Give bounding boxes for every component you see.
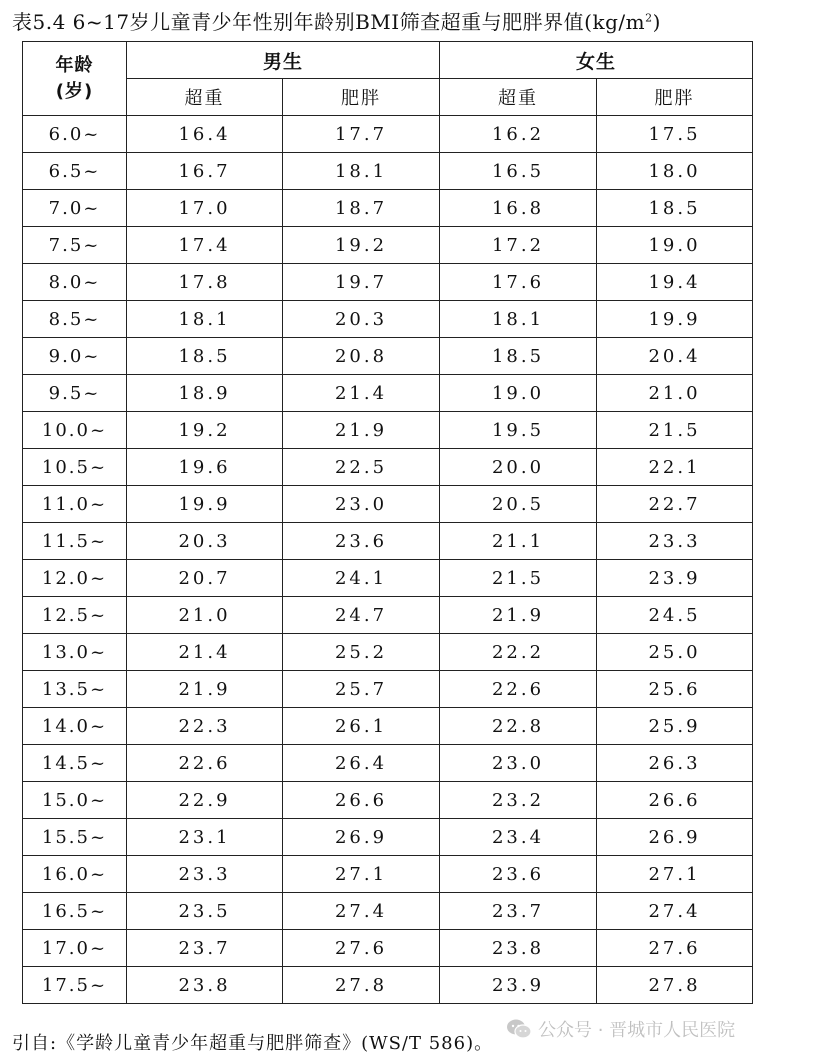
female-overweight-cell: 22.2 bbox=[440, 634, 597, 671]
male-obese-cell: 20.8 bbox=[283, 338, 440, 375]
table-row bbox=[23, 412, 753, 449]
male-overweight-cell: 19.6 bbox=[127, 449, 283, 486]
age-cell: 15.5~ bbox=[23, 819, 127, 856]
female-overweight-cell: 23.8 bbox=[440, 930, 597, 967]
age-cell: 8.5~ bbox=[23, 301, 127, 338]
age-cell: 9.0~ bbox=[23, 338, 127, 375]
female-overweight-cell: 23.2 bbox=[440, 782, 597, 819]
male-obese-cell: 27.4 bbox=[283, 893, 440, 930]
male-overweight-cell: 21.4 bbox=[127, 634, 283, 671]
male-obese-cell: 24.7 bbox=[283, 597, 440, 634]
age-cell: 13.5~ bbox=[23, 671, 127, 708]
age-cell: 6.5~ bbox=[23, 153, 127, 190]
age-header bbox=[23, 42, 127, 116]
male-obese-cell: 27.8 bbox=[283, 967, 440, 1004]
caption-text: 表5.4 6~17岁儿童青少年性别年龄别BMI筛查超重与肥胖界值(kg/m bbox=[12, 10, 646, 34]
female-obese-cell: 27.1 bbox=[597, 856, 753, 893]
table-row bbox=[23, 967, 753, 1004]
male-obese-cell: 27.6 bbox=[283, 930, 440, 967]
female-obese-cell: 27.4 bbox=[597, 893, 753, 930]
table-row bbox=[23, 708, 753, 745]
female-overweight-header: 超重 bbox=[440, 79, 597, 116]
female-overweight-cell: 21.5 bbox=[440, 560, 597, 597]
female-overweight-cell: 23.4 bbox=[440, 819, 597, 856]
age-cell: 12.0~ bbox=[23, 560, 127, 597]
female-obese-cell: 26.9 bbox=[597, 819, 753, 856]
age-cell: 13.0~ bbox=[23, 634, 127, 671]
female-group-header: 女生 bbox=[440, 42, 753, 79]
age-cell: 8.0~ bbox=[23, 264, 127, 301]
table-row bbox=[23, 597, 753, 634]
male-obese-cell: 26.4 bbox=[283, 745, 440, 782]
table-row bbox=[23, 782, 753, 819]
male-obese-cell: 24.1 bbox=[283, 560, 440, 597]
header-row-groups bbox=[23, 42, 753, 79]
age-cell: 11.5~ bbox=[23, 523, 127, 560]
table-row bbox=[23, 190, 753, 227]
female-overweight-cell: 23.9 bbox=[440, 967, 597, 1004]
age-cell: 10.0~ bbox=[23, 412, 127, 449]
table-caption bbox=[12, 6, 661, 35]
male-obese-cell: 18.7 bbox=[283, 190, 440, 227]
female-obese-cell: 27.6 bbox=[597, 930, 753, 967]
female-obese-cell: 26.3 bbox=[597, 745, 753, 782]
female-overweight-cell: 18.1 bbox=[440, 301, 597, 338]
male-overweight-cell: 21.9 bbox=[127, 671, 283, 708]
male-overweight-cell: 23.3 bbox=[127, 856, 283, 893]
female-obese-cell: 25.0 bbox=[597, 634, 753, 671]
male-obese-cell: 21.4 bbox=[283, 375, 440, 412]
female-overweight-cell: 23.7 bbox=[440, 893, 597, 930]
female-overweight-cell: 19.5 bbox=[440, 412, 597, 449]
table-row bbox=[23, 560, 753, 597]
age-cell: 16.5~ bbox=[23, 893, 127, 930]
female-overweight-cell: 18.5 bbox=[440, 338, 597, 375]
male-obese-header: 肥胖 bbox=[283, 79, 440, 116]
female-obese-header: 肥胖 bbox=[597, 79, 753, 116]
male-obese-cell: 21.9 bbox=[283, 412, 440, 449]
age-cell: 11.0~ bbox=[23, 486, 127, 523]
male-overweight-cell: 20.7 bbox=[127, 560, 283, 597]
male-overweight-cell: 20.3 bbox=[127, 523, 283, 560]
age-header-label: 年龄 bbox=[55, 54, 94, 76]
table-row bbox=[23, 375, 753, 412]
female-overweight-cell: 21.1 bbox=[440, 523, 597, 560]
male-obese-cell: 18.1 bbox=[283, 153, 440, 190]
male-overweight-cell: 16.4 bbox=[127, 116, 283, 153]
age-cell: 7.0~ bbox=[23, 190, 127, 227]
age-cell: 12.5~ bbox=[23, 597, 127, 634]
female-overweight-cell: 23.6 bbox=[440, 856, 597, 893]
female-overweight-cell: 16.5 bbox=[440, 153, 597, 190]
female-overweight-cell: 22.8 bbox=[440, 708, 597, 745]
watermark-text: 公众号 · 晋城市人民医院 bbox=[538, 1020, 736, 1041]
female-overweight-cell: 16.2 bbox=[440, 116, 597, 153]
age-cell: 10.5~ bbox=[23, 449, 127, 486]
female-obese-cell: 24.5 bbox=[597, 597, 753, 634]
female-overweight-cell: 23.0 bbox=[440, 745, 597, 782]
male-overweight-cell: 23.7 bbox=[127, 930, 283, 967]
female-overweight-cell: 16.8 bbox=[440, 190, 597, 227]
male-overweight-cell: 22.3 bbox=[127, 708, 283, 745]
male-obese-cell: 19.2 bbox=[283, 227, 440, 264]
table-row bbox=[23, 264, 753, 301]
age-cell: 6.0~ bbox=[23, 116, 127, 153]
table-row bbox=[23, 634, 753, 671]
male-obese-cell: 23.0 bbox=[283, 486, 440, 523]
male-overweight-cell: 19.2 bbox=[127, 412, 283, 449]
male-overweight-cell: 16.7 bbox=[127, 153, 283, 190]
female-obese-cell: 21.0 bbox=[597, 375, 753, 412]
female-obese-cell: 23.3 bbox=[597, 523, 753, 560]
male-overweight-cell: 17.4 bbox=[127, 227, 283, 264]
age-cell: 7.5~ bbox=[23, 227, 127, 264]
age-cell: 14.5~ bbox=[23, 745, 127, 782]
table-row bbox=[23, 449, 753, 486]
female-overweight-cell: 17.6 bbox=[440, 264, 597, 301]
male-overweight-cell: 21.0 bbox=[127, 597, 283, 634]
male-overweight-header: 超重 bbox=[127, 79, 283, 116]
male-overweight-cell: 22.9 bbox=[127, 782, 283, 819]
table-row bbox=[23, 745, 753, 782]
female-obese-cell: 20.4 bbox=[597, 338, 753, 375]
male-obese-cell: 27.1 bbox=[283, 856, 440, 893]
table-row bbox=[23, 893, 753, 930]
table-row bbox=[23, 227, 753, 264]
age-cell: 14.0~ bbox=[23, 708, 127, 745]
female-obese-cell: 18.5 bbox=[597, 190, 753, 227]
male-overweight-cell: 22.6 bbox=[127, 745, 283, 782]
age-cell: 17.5~ bbox=[23, 967, 127, 1004]
male-obese-cell: 25.7 bbox=[283, 671, 440, 708]
female-overweight-cell: 21.9 bbox=[440, 597, 597, 634]
male-overweight-cell: 18.5 bbox=[127, 338, 283, 375]
table-row bbox=[23, 671, 753, 708]
female-overweight-cell: 19.0 bbox=[440, 375, 597, 412]
male-overweight-cell: 18.9 bbox=[127, 375, 283, 412]
female-obese-cell: 23.9 bbox=[597, 560, 753, 597]
age-cell: 15.0~ bbox=[23, 782, 127, 819]
male-obese-cell: 26.1 bbox=[283, 708, 440, 745]
female-obese-cell: 26.6 bbox=[597, 782, 753, 819]
female-obese-cell: 22.1 bbox=[597, 449, 753, 486]
male-overweight-cell: 17.0 bbox=[127, 190, 283, 227]
caption-superscript: 2 bbox=[645, 11, 653, 25]
table-row bbox=[23, 930, 753, 967]
male-obese-cell: 20.3 bbox=[283, 301, 440, 338]
bmi-table bbox=[22, 41, 753, 1004]
male-overweight-cell: 17.8 bbox=[127, 264, 283, 301]
male-obese-cell: 26.9 bbox=[283, 819, 440, 856]
female-overweight-cell: 22.6 bbox=[440, 671, 597, 708]
female-obese-cell: 25.6 bbox=[597, 671, 753, 708]
male-obese-cell: 17.7 bbox=[283, 116, 440, 153]
male-obese-cell: 25.2 bbox=[283, 634, 440, 671]
female-obese-cell: 18.0 bbox=[597, 153, 753, 190]
male-obese-cell: 22.5 bbox=[283, 449, 440, 486]
male-obese-cell: 26.6 bbox=[283, 782, 440, 819]
female-overweight-cell: 17.2 bbox=[440, 227, 597, 264]
age-cell: 16.0~ bbox=[23, 856, 127, 893]
table-row bbox=[23, 116, 753, 153]
male-overweight-cell: 23.1 bbox=[127, 819, 283, 856]
age-cell: 9.5~ bbox=[23, 375, 127, 412]
female-obese-cell: 27.8 bbox=[597, 967, 753, 1004]
female-obese-cell: 22.7 bbox=[597, 486, 753, 523]
female-obese-cell: 21.5 bbox=[597, 412, 753, 449]
female-obese-cell: 19.4 bbox=[597, 264, 753, 301]
watermark bbox=[506, 1016, 735, 1042]
male-overweight-cell: 23.5 bbox=[127, 893, 283, 930]
wechat-icon bbox=[506, 1018, 532, 1040]
male-group-header: 男生 bbox=[127, 42, 440, 79]
male-overweight-cell: 23.8 bbox=[127, 967, 283, 1004]
table-row bbox=[23, 153, 753, 190]
female-overweight-cell: 20.0 bbox=[440, 449, 597, 486]
age-header-unit: (岁) bbox=[55, 80, 94, 102]
source-citation: 引自:《学龄儿童青少年超重与肥胖筛查》(WS/T 586)。 bbox=[12, 1033, 494, 1054]
table-row bbox=[23, 486, 753, 523]
female-obese-cell: 25.9 bbox=[597, 708, 753, 745]
table-body bbox=[23, 116, 753, 1004]
age-cell: 17.0~ bbox=[23, 930, 127, 967]
male-obese-cell: 23.6 bbox=[283, 523, 440, 560]
male-overweight-cell: 19.9 bbox=[127, 486, 283, 523]
table-row bbox=[23, 523, 753, 560]
male-obese-cell: 19.7 bbox=[283, 264, 440, 301]
table-row bbox=[23, 856, 753, 893]
female-obese-cell: 19.0 bbox=[597, 227, 753, 264]
male-overweight-cell: 18.1 bbox=[127, 301, 283, 338]
header-row-sub bbox=[23, 79, 753, 116]
table-row bbox=[23, 338, 753, 375]
female-obese-cell: 17.5 bbox=[597, 116, 753, 153]
female-overweight-cell: 20.5 bbox=[440, 486, 597, 523]
caption-suffix: ) bbox=[652, 10, 661, 34]
table-row bbox=[23, 819, 753, 856]
table-row bbox=[23, 301, 753, 338]
female-obese-cell: 19.9 bbox=[597, 301, 753, 338]
